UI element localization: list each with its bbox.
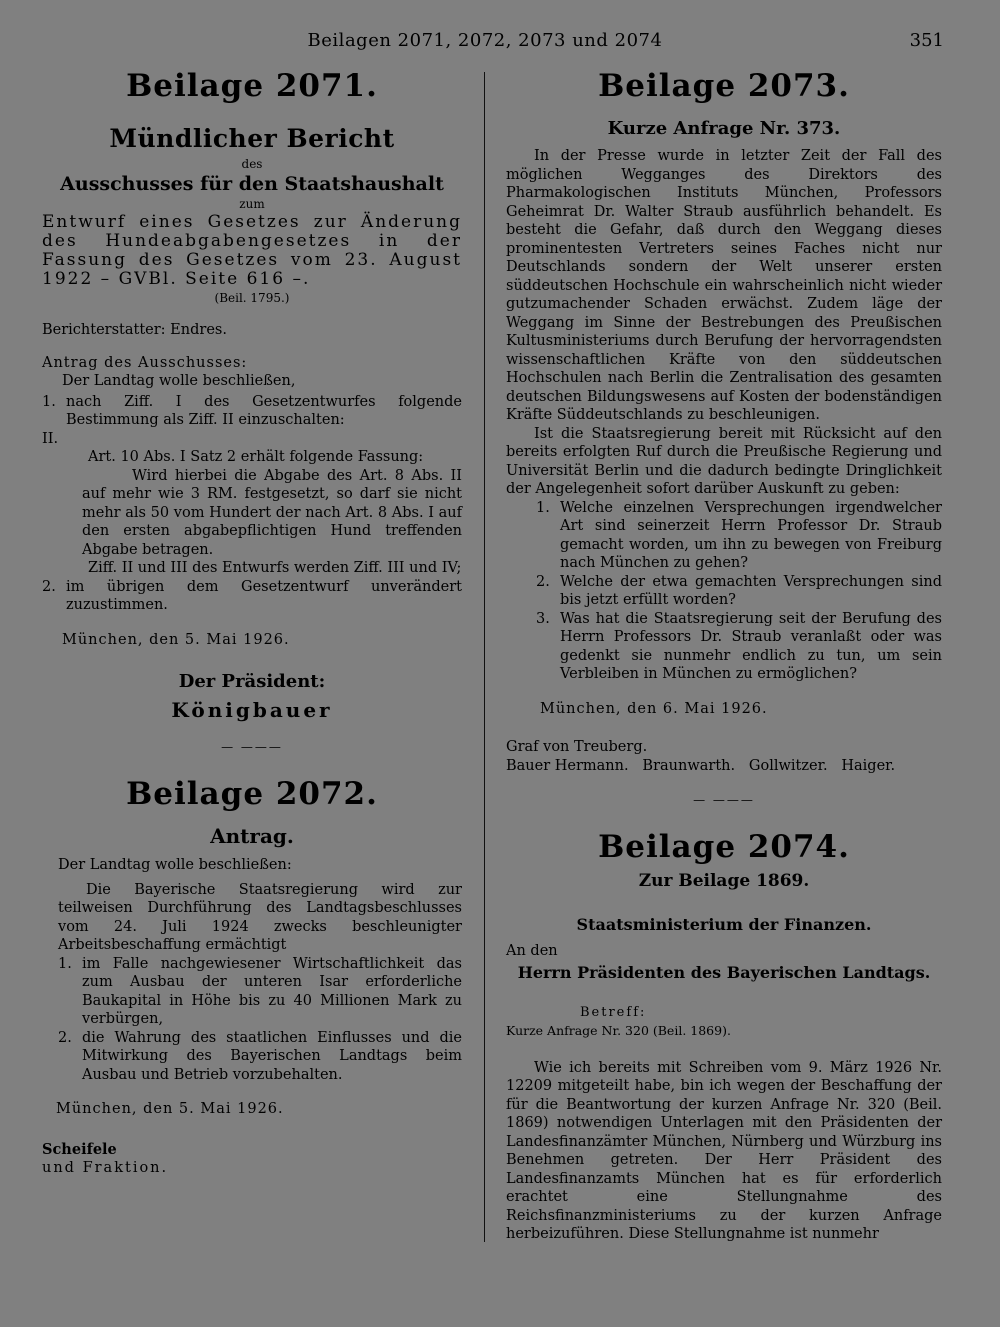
- body: Die Bayerische Staatsregierung wird zur teilweisen Durchführung des Landtagsbeschlusses vom 24. Juli 1924 zwecks beschleunigter Arbeitsbeschaffung ermächtigt: [58, 881, 462, 953]
- sub-heading: Zur Beilage 1869.: [638, 871, 810, 891]
- signature-group: und Fraktion.: [42, 1160, 169, 1176]
- left-column: [42, 62, 462, 1178]
- ziff-line: Ziff. II und III des Entwurfs werden Ziff. III und IV;: [88, 560, 462, 576]
- antrag-heading: Antrag.: [210, 824, 294, 848]
- president-name: Königbauer: [171, 698, 333, 722]
- inquiry-heading: Kurze Anfrage Nr. 373.: [607, 118, 841, 139]
- paragraph-1: In der Presse wurde in letzter Zeit der Fall des möglichen Wegganges des Direktors des Pharmakologischen Instituts München, Professors Geheimrat Dr. Walter Straub ausführlich behandelt. Es besteht die Gefahr, daß durch den Weggang dieses prominentesten Vertreters seines Faches nicht nur Deutschlands sondern der Welt unserer ersten süddeutschen Hochschule ein wahrscheinlich nicht wieder gutzumachender Schaden erwächst. Zudem läge der Weggang im Sinne der Bestrebungen des Preußischen Kultusministeriums durch Berufung der hervorragendsten wissenschaftlichen Kräfte von den süddeutschen Hochschulen nach Berlin die Zentralisation des gesamten deutschen Bildungswesens auf Kosten der bodenständigen Kräfte Süddeutschlands zu beschleunigen.: [506, 148, 942, 423]
- separator: — ———: [693, 793, 755, 807]
- president-label: Der Präsident:: [178, 671, 326, 692]
- report-heading: Mündlicher Bericht: [109, 124, 395, 153]
- beilage-2071: [42, 68, 462, 754]
- list-item: 2. die Wahrung des staatlichen Einflusses und die Mitwirkung des Bayerischen Landtags beim Ausbau und Betrieb vorzubehalten.: [58, 1029, 462, 1083]
- right-column: [506, 62, 942, 1244]
- zum-word: zum: [239, 197, 265, 211]
- beilage-2072: [42, 776, 462, 1178]
- intro: Der Landtag wolle beschließen,: [62, 373, 296, 389]
- list-item: 1. im Falle nachgewiesener Wirtschaftlichkeit das zum Ausbau der unteren Isar erforderliche Baukapital in Höhe bis zu 40 Millionen Mark zu verbürgen,: [58, 955, 462, 1027]
- date: München, den 5. Mai 1926.: [62, 631, 290, 648]
- signature: Graf von Treuberg.: [506, 739, 648, 755]
- beilage-2073-title: Beilage 2073.: [598, 68, 850, 104]
- page-header: [0, 30, 1000, 56]
- addressee: Herrn Präsidenten des Bayerischen Landtags.: [517, 962, 931, 982]
- beilage-2071-title: Beilage 2071.: [126, 68, 378, 104]
- betreff-text: Kurze Anfrage Nr. 320 (Beil. 1869).: [506, 1023, 731, 1038]
- signature-list: Bauer Hermann. Braunwarth. Gollwitzer. Haiger.: [506, 757, 896, 774]
- list-item: 3. Was hat die Staatsregierung seit der Berufung des Herrn Professors Dr. Straub veranlaßt oder was gedenkt sie nunmehr endlich zu tun, um sein Verbleiben in München zu ermöglichen?: [536, 610, 942, 682]
- an-word: An den: [506, 943, 558, 959]
- date: München, den 5. Mai 1926.: [56, 1101, 284, 1117]
- reporter: Berichterstatter: Endres.: [42, 322, 227, 338]
- column-divider: [484, 72, 485, 1242]
- intro: Der Landtag wolle beschließen:: [58, 857, 292, 873]
- beilage-2073: [506, 68, 942, 807]
- page-number: 351: [909, 30, 944, 51]
- question-3: Was hat die Staatsregierung seit der Berufung des Herrn Professors Dr. Straub veranlaßt oder was gedenkt sie nunmehr endlich zu tun, um sein Verbleiben in München zu ermöglichen?: [560, 610, 942, 682]
- beilage-2072-title: Beilage 2072.: [126, 776, 378, 812]
- beilage-2074-title: Beilage 2074.: [598, 829, 850, 865]
- list-item: 2. im übrigen dem Gesetzentwurf unverändert zuzustimmen.: [42, 578, 462, 613]
- item-2: die Wahrung des staatlichen Einflusses und die Mitwirkung des Bayerischen Landtags beim Ausbau und Betrieb vorzubehalten.: [82, 1029, 462, 1083]
- list-item: 1. Welche einzelnen Versprechungen irgendwelcher Art sind seinerzeit Herrn Professor Dr. Straub gemacht worden, um ihn zu bewegen von Freiburg nach München zu gehen?: [536, 499, 942, 571]
- signature: Scheifele: [42, 1140, 117, 1158]
- betreff-label: Betreff:: [580, 1004, 647, 1020]
- committee-name: Ausschusses für den Staatshaushalt: [60, 173, 444, 195]
- item-1: im Falle nachgewiesener Wirtschaftlichkeit das zum Ausbau der unteren Isar erforderliche Baukapital in Höhe bis zu 40 Millionen Mark zu verbürgen,: [82, 955, 462, 1027]
- letter-body: Wie ich bereits mit Schreiben vom 9. März 1926 Nr. 12209 mitgeteilt habe, bin ich wegen der Beschaffung der für die Beantwortung der kurzen Anfrage Nr. 320 (Beil. 1869) notwendigen Unterlagen mit den Präsidenten der Landesfinanzämter München, Nürnberg und Würzburg ins Benehmen getreten. Der Herr Präsident des Landesfinanzamts München hat es für erforderlich erachtet eine Stellungnahme des Reichsfinanzministeriums zu der kurzen Anfrage herbeizuführen. Diese Stellungnahme ist nunmehr: [506, 1059, 942, 1242]
- reference: (Beil. 1795.): [214, 291, 290, 305]
- list-item: 2. Welche der etwa gemachten Versprechungen sind bis jetzt erfüllt worden?: [536, 573, 942, 608]
- article-line: Art. 10 Abs. I Satz 2 erhält folgende Fassung:: [88, 449, 424, 465]
- roman-numeral: II.: [42, 430, 59, 447]
- law-subject: Entwurf eines Gesetzes zur Änderung des Hundeabgabengesetzes in der Fassung des Gesetzes vom 23. August 1922 – GVBl. Seite 616 –.: [42, 212, 462, 289]
- beilage-2074: [506, 829, 942, 1244]
- question-1: Welche einzelnen Versprechungen irgendwelcher Art sind seinerzeit Herrn Professor Dr. Straub gemacht worden, um ihn zu bewegen von Freiburg nach München zu gehen?: [560, 499, 942, 571]
- question-2: Welche der etwa gemachten Versprechungen sind bis jetzt erfüllt worden?: [560, 573, 942, 608]
- ministry: Staatsministerium der Finanzen.: [576, 915, 872, 934]
- des-word: des: [241, 157, 263, 171]
- running-title: Beilagen 2071, 2072, 2073 und 2074: [307, 30, 663, 51]
- item-1: nach Ziff. I des Gesetzentwurfes folgende Bestimmung als Ziff. II einzuschalten:: [66, 393, 462, 428]
- item-2: im übrigen dem Gesetzentwurf unverändert zuzustimmen.: [66, 578, 462, 613]
- separator: — ———: [221, 740, 283, 754]
- quote: Wird hierbei die Abgabe des Art. 8 Abs. II auf mehr wie 3 RM. festgesetzt, so darf sie nicht mehr als 50 vom Hundert der nach Art. 8 Abs. I auf den ersten abgabepflichtigen Hund treffenden Abgabe betragen.: [82, 467, 462, 558]
- date: München, den 6. Mai 1926.: [540, 700, 768, 717]
- antrag-heading: Antrag des Ausschusses:: [42, 354, 248, 371]
- paragraph-2: Ist die Staatsregierung bereit mit Rücksicht auf den bereits erfolgten Ruf durch die Preußische Regierung und Universität Berlin und die dadurch bedingte Dringlichkeit der Angelegenheit sofort darüber Auskunft zu geben:: [506, 425, 942, 497]
- list-item: 1. nach Ziff. I des Gesetzentwurfes folgende Bestimmung als Ziff. II einzuschalten:: [42, 393, 462, 428]
